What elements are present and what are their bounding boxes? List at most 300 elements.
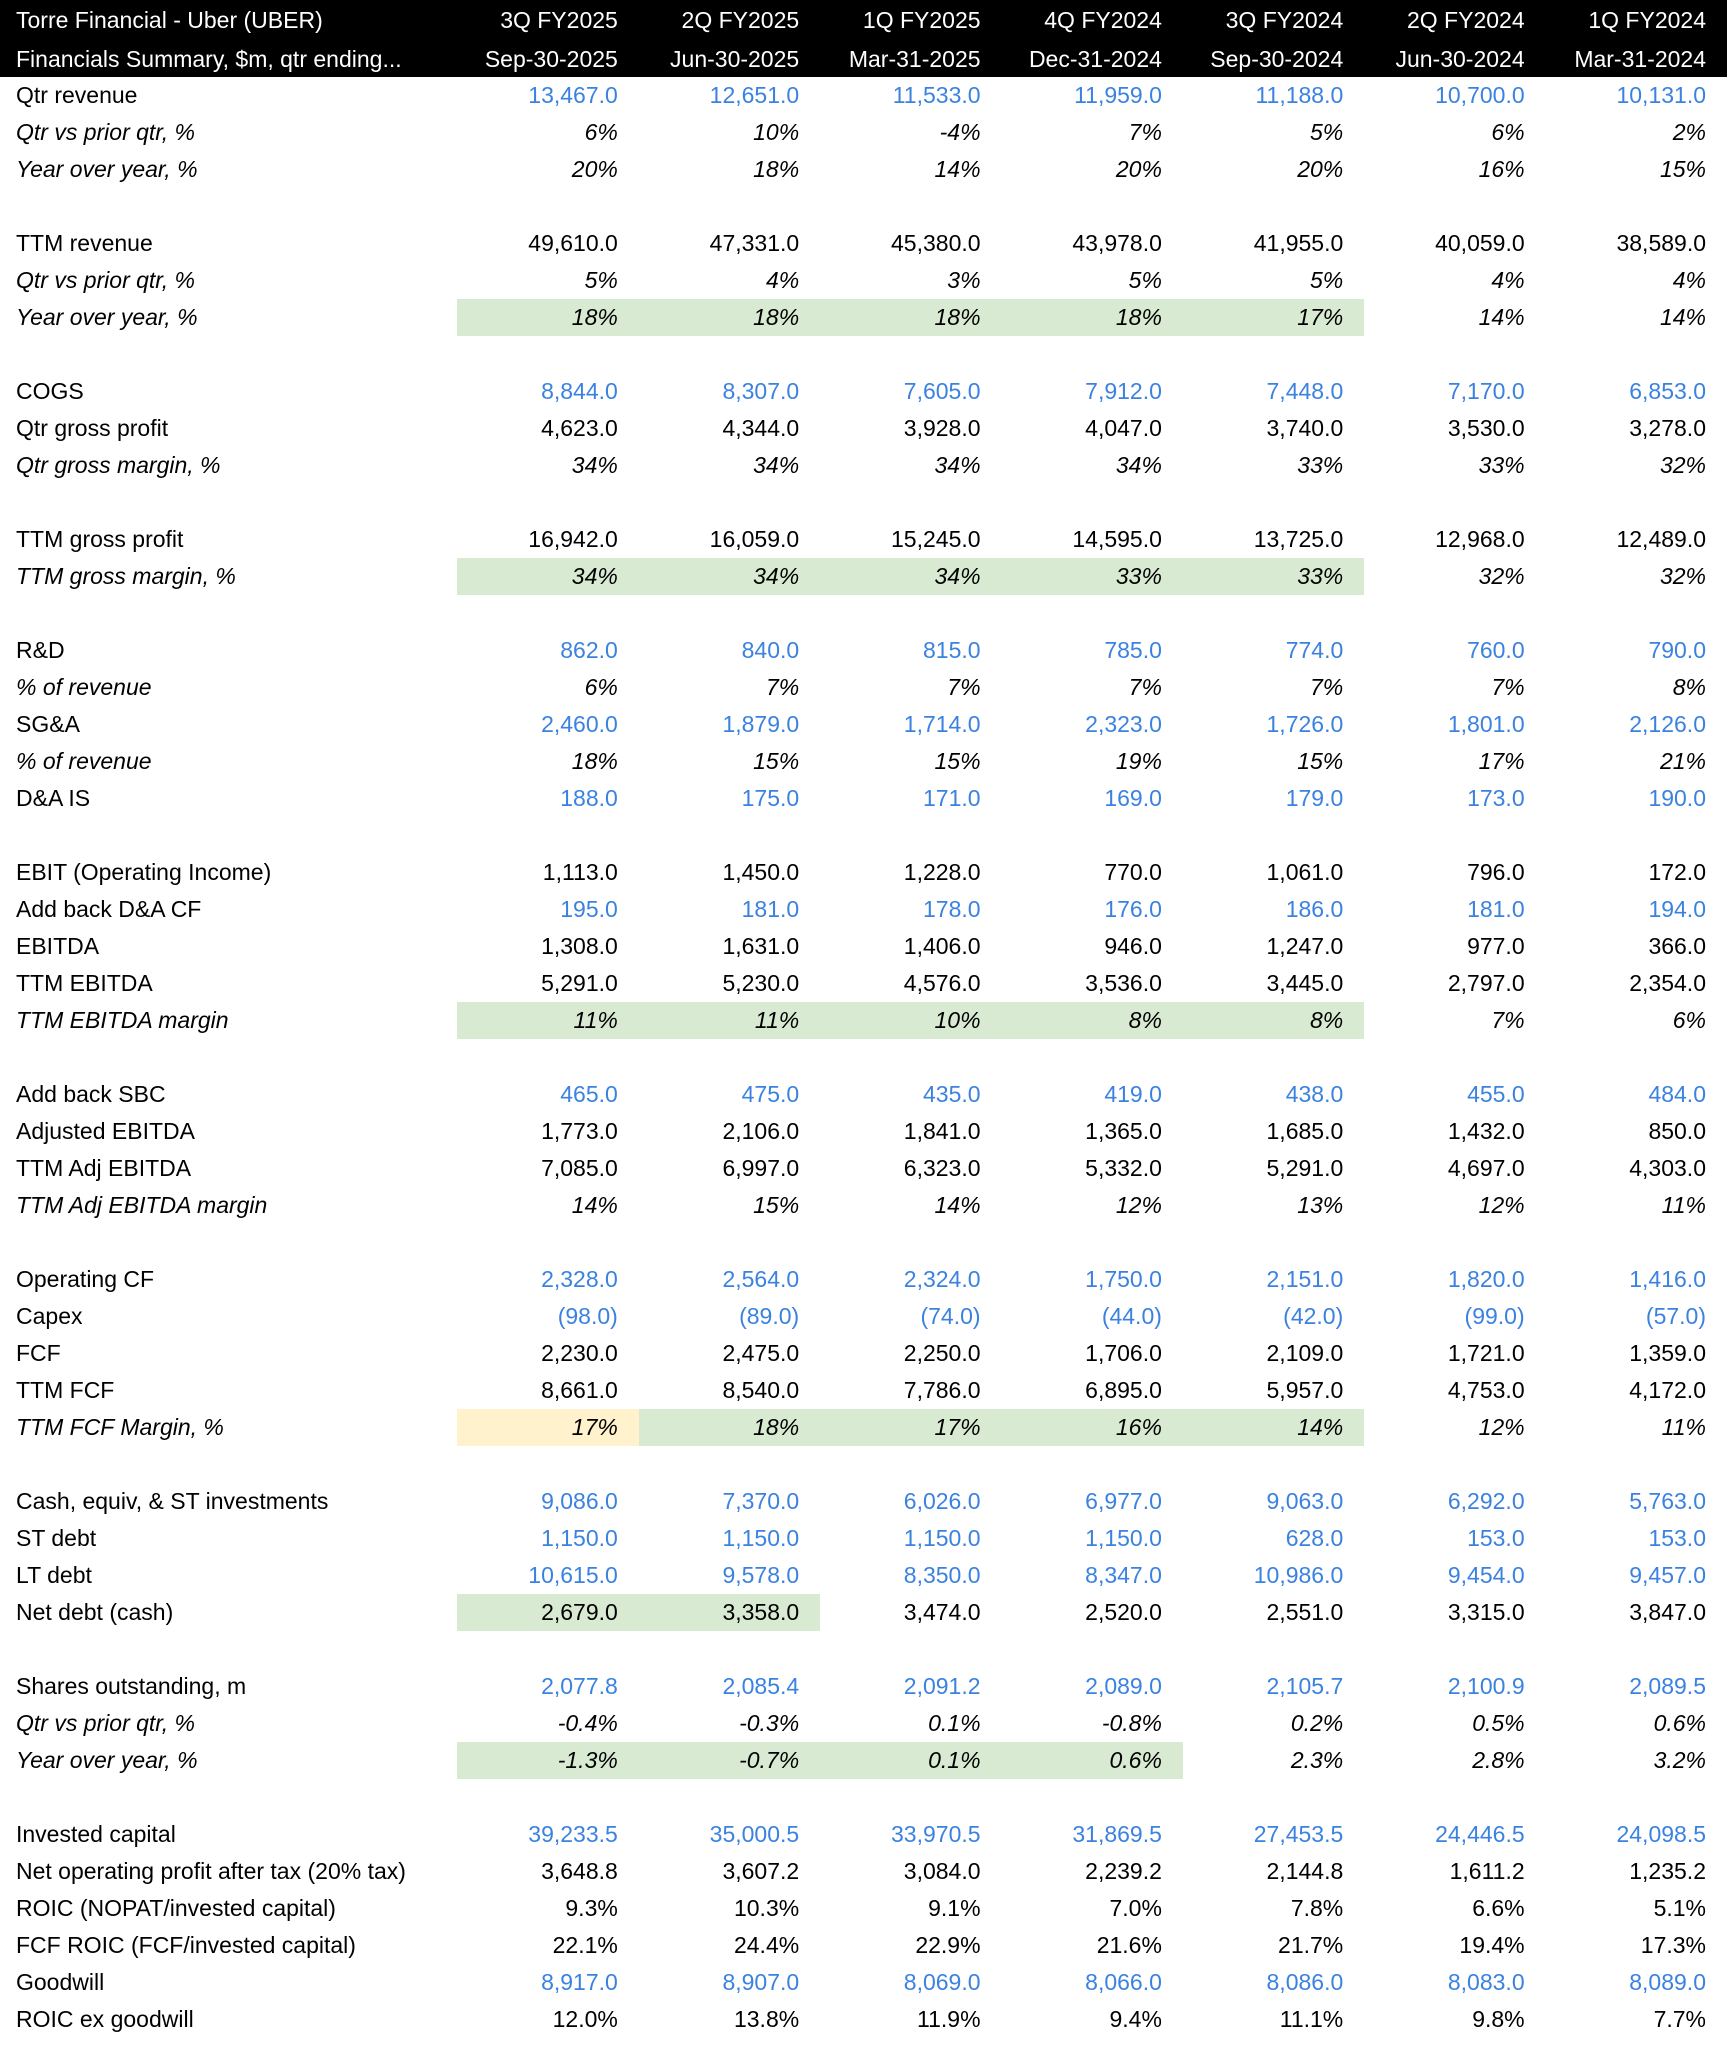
value-cell[interactable]: 2,109.0 [1266,1340,1344,1366]
empty-cell[interactable] [639,595,820,632]
empty-cell[interactable] [1183,484,1364,521]
value-cell[interactable]: 0.5% [1472,1710,1525,1736]
period-quarter[interactable]: 1Q FY2025 [820,0,1001,40]
value-cell[interactable]: 11.9% [917,2006,981,2032]
empty-cell[interactable] [1002,1631,1183,1668]
value-cell[interactable]: 6.6% [1472,1895,1525,1921]
value-cell[interactable]: 419.0 [1104,1081,1162,1107]
value-cell[interactable]: 18% [571,748,618,774]
value-cell[interactable]: 34% [753,452,800,478]
empty-cell[interactable] [0,188,457,225]
row-label[interactable]: FCF [16,1340,61,1366]
value-cell[interactable]: 438.0 [1285,1081,1344,1107]
value-cell[interactable]: (74.0) [920,1303,981,1329]
value-cell[interactable]: 2,475.0 [722,1340,800,1366]
empty-cell[interactable] [1183,1224,1364,1261]
value-cell[interactable]: 1,450.0 [722,859,800,885]
empty-cell[interactable] [639,1631,820,1668]
value-cell[interactable]: 14% [571,1192,618,1218]
row-label[interactable]: Capex [16,1303,83,1329]
value-cell[interactable]: 1,721.0 [1447,1340,1525,1366]
value-cell[interactable]: 10,131.0 [1616,82,1706,108]
row-label[interactable]: TTM gross profit [16,526,184,552]
empty-cell[interactable] [457,1631,638,1668]
value-cell[interactable]: 3,928.0 [903,415,981,441]
empty-cell[interactable] [0,817,457,854]
empty-cell[interactable] [1364,484,1545,521]
value-cell[interactable]: 8% [1672,674,1706,700]
value-cell[interactable]: 2,085.4 [722,1673,800,1699]
empty-cell[interactable] [639,1224,820,1261]
period-date[interactable]: Jun-30-2025 [639,40,820,77]
value-cell[interactable]: 9.1% [928,1895,981,1921]
value-cell[interactable]: 5,291.0 [541,970,618,996]
empty-cell[interactable] [457,484,638,521]
value-cell[interactable]: 5.1% [1653,1895,1706,1921]
value-cell[interactable]: 435.0 [922,1081,981,1107]
value-cell[interactable]: 194.0 [1648,896,1706,922]
value-cell[interactable]: 1,228.0 [903,859,981,885]
value-cell[interactable]: 6,977.0 [1085,1488,1162,1514]
value-cell[interactable]: 33,970.5 [891,1821,981,1847]
value-cell[interactable]: 9,063.0 [1266,1488,1344,1514]
value-cell[interactable]: 11,959.0 [1074,82,1162,108]
value-cell[interactable]: 6,292.0 [1447,1488,1525,1514]
value-cell[interactable]: 13.8% [733,2006,800,2032]
value-cell[interactable]: 2,324.0 [903,1266,981,1292]
row-label[interactable]: EBIT (Operating Income) [16,859,272,885]
row-label[interactable]: TTM Adj EBITDA [16,1155,192,1181]
value-cell[interactable]: 790.0 [1648,637,1706,663]
value-cell[interactable]: 153.0 [1467,1525,1525,1551]
value-cell[interactable]: 2,564.0 [722,1266,800,1292]
value-cell[interactable]: 1,750.0 [1085,1266,1162,1292]
value-cell[interactable]: 24,098.5 [1616,1821,1706,1847]
empty-cell[interactable] [1546,1224,1727,1261]
empty-cell[interactable] [1183,1631,1364,1668]
value-cell[interactable]: 12% [1478,1192,1525,1218]
value-cell[interactable]: 16,059.0 [709,526,800,552]
row-label[interactable]: % of revenue [16,674,152,700]
value-cell[interactable]: 11.1% [1279,2006,1344,2032]
empty-cell[interactable] [0,1631,457,1668]
value-cell[interactable]: 34% [639,558,820,595]
value-cell[interactable]: 4,697.0 [1447,1155,1525,1181]
value-cell[interactable]: 3,536.0 [1085,970,1162,996]
value-cell[interactable]: 173.0 [1467,785,1525,811]
value-cell[interactable]: 12.0% [552,2006,618,2032]
value-cell[interactable]: 3% [947,267,981,293]
value-cell[interactable]: 14% [1183,1409,1364,1446]
value-cell[interactable]: 4,344.0 [722,415,800,441]
empty-cell[interactable] [639,188,820,225]
value-cell[interactable]: 7% [947,674,981,700]
value-cell[interactable]: 179.0 [1285,785,1344,811]
value-cell[interactable]: -0.7% [639,1742,820,1779]
row-label[interactable]: TTM FCF [16,1377,115,1403]
value-cell[interactable]: 18% [457,299,638,336]
value-cell[interactable]: 20% [1115,156,1162,182]
value-cell[interactable]: 4,753.0 [1447,1377,1525,1403]
empty-cell[interactable] [639,1039,820,1076]
value-cell[interactable]: 7% [765,674,800,700]
value-cell[interactable]: 12,651.0 [709,82,800,108]
value-cell[interactable]: 175.0 [741,785,800,811]
empty-cell[interactable] [1002,1224,1183,1261]
value-cell[interactable]: 176.0 [1104,896,1162,922]
value-cell[interactable]: 1,359.0 [1629,1340,1706,1366]
value-cell[interactable]: 2.3% [1290,1747,1344,1773]
value-cell[interactable]: 40,059.0 [1435,230,1525,256]
value-cell[interactable]: 7.8% [1290,1895,1344,1921]
empty-cell[interactable] [1546,817,1727,854]
value-cell[interactable]: 3,445.0 [1266,970,1344,996]
value-cell[interactable]: 2,520.0 [1085,1599,1162,1625]
value-cell[interactable]: 5,957.0 [1266,1377,1344,1403]
row-label[interactable]: EBITDA [16,933,100,959]
value-cell[interactable]: 484.0 [1648,1081,1706,1107]
empty-cell[interactable] [1364,336,1545,373]
value-cell[interactable]: 2,323.0 [1085,711,1162,737]
value-cell[interactable]: 18% [639,1409,820,1446]
value-cell[interactable]: 22.9% [915,1932,981,1958]
sheet-subtitle[interactable]: Financials Summary, $m, qtr ending... [0,40,457,77]
value-cell[interactable]: 171.0 [922,785,981,811]
value-cell[interactable]: 0.6% [1002,1742,1183,1779]
value-cell[interactable]: 5% [1128,267,1162,293]
value-cell[interactable]: 5,332.0 [1085,1155,1162,1181]
empty-cell[interactable] [1002,1779,1183,1816]
empty-cell[interactable] [1183,817,1364,854]
row-label[interactable]: SG&A [16,711,80,737]
empty-cell[interactable] [820,1224,1001,1261]
value-cell[interactable]: 3,315.0 [1447,1599,1525,1625]
value-cell[interactable]: 2,089.0 [1085,1673,1162,1699]
value-cell[interactable]: 1,150.0 [722,1525,800,1551]
value-cell[interactable]: 7,170.0 [1447,378,1525,404]
value-cell[interactable]: 2,091.2 [903,1673,981,1699]
period-date[interactable]: Mar-31-2025 [820,40,1001,77]
value-cell[interactable]: 4,303.0 [1629,1155,1706,1181]
value-cell[interactable]: 6,026.0 [903,1488,981,1514]
empty-cell[interactable] [0,1446,457,1483]
value-cell[interactable]: 6% [1491,119,1525,145]
value-cell[interactable]: (89.0) [739,1303,800,1329]
value-cell[interactable]: 1,113.0 [542,859,618,885]
period-quarter[interactable]: 3Q FY2024 [1183,0,1364,40]
value-cell[interactable]: 6% [584,119,618,145]
value-cell[interactable]: 8,661.0 [541,1377,618,1403]
row-label[interactable]: ROIC (NOPAT/invested capital) [16,1895,336,1921]
value-cell[interactable]: 31,869.5 [1072,1821,1162,1847]
value-cell[interactable]: -1.3% [457,1742,638,1779]
value-cell[interactable]: 49,610.0 [528,230,618,256]
empty-cell[interactable] [639,817,820,854]
value-cell[interactable]: 7% [1491,1007,1525,1033]
empty-cell[interactable] [1002,484,1183,521]
value-cell[interactable]: 17% [457,1409,638,1446]
value-cell[interactable]: 11% [1661,1414,1706,1440]
value-cell[interactable]: 7,085.0 [541,1155,618,1181]
value-cell[interactable]: 2,126.0 [1629,711,1706,737]
value-cell[interactable]: 4,576.0 [903,970,981,996]
value-cell[interactable]: (99.0) [1464,1303,1525,1329]
value-cell[interactable]: 14% [1478,304,1525,330]
empty-cell[interactable] [457,1224,638,1261]
value-cell[interactable]: 8,350.0 [903,1562,981,1588]
value-cell[interactable]: 1,714.0 [903,711,981,737]
empty-cell[interactable] [457,595,638,632]
value-cell[interactable]: 18% [1002,299,1183,336]
value-cell[interactable]: 11% [639,1002,820,1039]
value-cell[interactable]: 3,847.0 [1629,1599,1706,1625]
value-cell[interactable]: 4,623.0 [541,415,618,441]
value-cell[interactable]: 2,354.0 [1629,970,1706,996]
value-cell[interactable]: 3,740.0 [1266,415,1344,441]
value-cell[interactable]: 10,986.0 [1253,1562,1344,1588]
row-label[interactable]: TTM FCF Margin, % [16,1414,224,1440]
value-cell[interactable]: 21.6% [1096,1932,1162,1958]
empty-cell[interactable] [1364,817,1545,854]
value-cell[interactable]: 16% [1478,156,1525,182]
value-cell[interactable]: 8% [1002,1002,1183,1039]
row-label[interactable]: FCF ROIC (FCF/invested capital) [16,1932,356,1958]
value-cell[interactable]: 2,106.0 [722,1118,800,1144]
empty-cell[interactable] [1364,1224,1545,1261]
value-cell[interactable]: 4% [1672,267,1706,293]
value-cell[interactable]: 4,172.0 [1629,1377,1706,1403]
value-cell[interactable]: -4% [939,119,981,145]
value-cell[interactable]: 45,380.0 [891,230,981,256]
value-cell[interactable]: 19.4% [1459,1932,1525,1958]
value-cell[interactable]: -0.3% [739,1710,800,1736]
value-cell[interactable]: 1,365.0 [1085,1118,1162,1144]
value-cell[interactable]: 8,844.0 [541,378,618,404]
value-cell[interactable]: 946.0 [1104,933,1162,959]
value-cell[interactable]: 8% [1183,1002,1364,1039]
value-cell[interactable]: 1,432.0 [1447,1118,1525,1144]
value-cell[interactable]: 38,589.0 [1616,230,1706,256]
empty-cell[interactable] [1183,336,1364,373]
value-cell[interactable]: 6% [1672,1007,1706,1033]
value-cell[interactable]: 8,307.0 [722,378,800,404]
value-cell[interactable]: 21% [1659,748,1706,774]
value-cell[interactable]: 10% [753,119,800,145]
value-cell[interactable]: 188.0 [560,785,618,811]
value-cell[interactable]: 16% [1002,1409,1183,1446]
value-cell[interactable]: 24.4% [733,1932,800,1958]
empty-cell[interactable] [820,188,1001,225]
row-label[interactable]: Qtr vs prior qtr, % [16,119,195,145]
value-cell[interactable]: 17% [820,1409,1001,1446]
row-label[interactable]: Qtr revenue [16,82,138,108]
value-cell[interactable]: 8,066.0 [1085,1969,1162,1995]
value-cell[interactable]: 8,917.0 [541,1969,618,1995]
value-cell[interactable]: 10.3% [733,1895,800,1921]
period-date[interactable]: Jun-30-2024 [1364,40,1545,77]
value-cell[interactable]: 5,763.0 [1629,1488,1706,1514]
empty-cell[interactable] [1002,188,1183,225]
value-cell[interactable]: 475.0 [741,1081,800,1107]
value-cell[interactable]: 15% [934,748,981,774]
value-cell[interactable]: 14% [934,156,981,182]
empty-cell[interactable] [1002,817,1183,854]
empty-cell[interactable] [457,336,638,373]
empty-cell[interactable] [1002,595,1183,632]
empty-cell[interactable] [1364,1446,1545,1483]
empty-cell[interactable] [0,1224,457,1261]
value-cell[interactable]: 2,460.0 [541,711,618,737]
row-label[interactable]: Year over year, % [16,304,198,330]
empty-cell[interactable] [1546,1446,1727,1483]
empty-cell[interactable] [820,595,1001,632]
value-cell[interactable]: 628.0 [1285,1525,1344,1551]
empty-cell[interactable] [1546,188,1727,225]
value-cell[interactable]: 33% [1478,452,1525,478]
value-cell[interactable]: 17.3% [1640,1932,1706,1958]
value-cell[interactable]: 33% [1183,558,1364,595]
value-cell[interactable]: 6% [584,674,618,700]
value-cell[interactable]: 2,328.0 [541,1266,618,1292]
value-cell[interactable]: 1,611.2 [1449,1858,1525,1884]
row-label[interactable]: Cash, equiv, & ST investments [16,1488,329,1514]
period-quarter[interactable]: 1Q FY2024 [1546,0,1727,40]
value-cell[interactable]: 2,679.0 [457,1594,638,1631]
row-label[interactable]: R&D [16,637,65,663]
value-cell[interactable]: 2,551.0 [1266,1599,1344,1625]
value-cell[interactable]: 153.0 [1648,1525,1706,1551]
value-cell[interactable]: 41,955.0 [1253,230,1344,256]
value-cell[interactable]: (98.0) [557,1303,618,1329]
empty-cell[interactable] [1364,188,1545,225]
value-cell[interactable]: 11,533.0 [892,82,981,108]
value-cell[interactable]: 10% [820,1002,1001,1039]
period-quarter[interactable]: 3Q FY2025 [457,0,638,40]
value-cell[interactable]: 33% [1297,452,1344,478]
value-cell[interactable]: (42.0) [1283,1303,1344,1329]
empty-cell[interactable] [1364,1779,1545,1816]
value-cell[interactable]: 3,358.0 [639,1594,820,1631]
value-cell[interactable]: 6,997.0 [722,1155,800,1181]
value-cell[interactable]: 8,069.0 [903,1969,981,1995]
value-cell[interactable]: 9.8% [1472,2006,1525,2032]
value-cell[interactable]: 5% [584,267,618,293]
value-cell[interactable]: 7,786.0 [903,1377,981,1403]
value-cell[interactable]: 20% [1297,156,1344,182]
value-cell[interactable]: 1,150.0 [903,1525,981,1551]
value-cell[interactable]: 3,607.2 [722,1858,800,1884]
empty-cell[interactable] [1546,484,1727,521]
period-date[interactable]: Sep-30-2025 [457,40,638,77]
value-cell[interactable]: 2,250.0 [903,1340,981,1366]
row-label[interactable]: Qtr gross margin, % [16,452,221,478]
value-cell[interactable]: 195.0 [560,896,618,922]
value-cell[interactable]: 862.0 [560,637,618,663]
empty-cell[interactable] [0,1039,457,1076]
empty-cell[interactable] [1364,1039,1545,1076]
empty-cell[interactable] [639,336,820,373]
value-cell[interactable]: 32% [1659,452,1706,478]
value-cell[interactable]: 2,230.0 [541,1340,618,1366]
value-cell[interactable]: 18% [639,299,820,336]
value-cell[interactable]: 850.0 [1648,1118,1706,1144]
value-cell[interactable]: 12,968.0 [1435,526,1525,552]
value-cell[interactable]: 9,086.0 [541,1488,618,1514]
value-cell[interactable]: 20% [571,156,618,182]
value-cell[interactable]: 7.7% [1653,2006,1706,2032]
value-cell[interactable]: 34% [457,558,638,595]
value-cell[interactable]: 43,978.0 [1072,230,1162,256]
row-label[interactable]: D&A IS [16,785,91,811]
value-cell[interactable]: 7% [1310,674,1344,700]
empty-cell[interactable] [1002,1039,1183,1076]
value-cell[interactable]: 2,105.7 [1266,1673,1344,1699]
value-cell[interactable]: 9.4% [1109,2006,1162,2032]
row-label[interactable]: Qtr vs prior qtr, % [16,1710,195,1736]
value-cell[interactable]: 770.0 [1104,859,1162,885]
value-cell[interactable]: 11% [457,1002,638,1039]
value-cell[interactable]: 19% [1115,748,1162,774]
value-cell[interactable]: 3,084.0 [903,1858,981,1884]
value-cell[interactable]: 1,235.2 [1629,1858,1706,1884]
value-cell[interactable]: 5,230.0 [722,970,800,996]
value-cell[interactable]: 774.0 [1285,637,1344,663]
row-label[interactable]: ROIC ex goodwill [16,2006,194,2032]
empty-cell[interactable] [1364,595,1545,632]
row-label[interactable]: Add back D&A CF [16,896,202,922]
value-cell[interactable]: 14,595.0 [1072,526,1162,552]
row-label[interactable]: Operating CF [16,1266,155,1292]
value-cell[interactable]: (57.0) [1645,1303,1706,1329]
value-cell[interactable]: 1,726.0 [1266,711,1344,737]
row-label[interactable]: LT debt [16,1562,92,1588]
value-cell[interactable]: 3,278.0 [1629,415,1706,441]
value-cell[interactable]: 4% [765,267,800,293]
value-cell[interactable]: 2,100.9 [1447,1673,1525,1699]
value-cell[interactable]: 2% [1672,119,1706,145]
empty-cell[interactable] [1002,336,1183,373]
row-label[interactable]: % of revenue [16,748,152,774]
row-label[interactable]: Net debt (cash) [16,1599,174,1625]
value-cell[interactable]: 8,540.0 [722,1377,800,1403]
value-cell[interactable]: 1,247.0 [1266,933,1344,959]
value-cell[interactable]: 34% [934,452,981,478]
value-cell[interactable]: 169.0 [1104,785,1162,811]
value-cell[interactable]: 15% [753,748,800,774]
empty-cell[interactable] [820,1779,1001,1816]
row-label[interactable]: Net operating profit after tax (20% tax) [16,1858,406,1884]
value-cell[interactable]: 18% [820,299,1001,336]
value-cell[interactable]: 1,685.0 [1266,1118,1344,1144]
period-date[interactable]: Mar-31-2024 [1546,40,1727,77]
row-label[interactable]: TTM EBITDA [16,970,153,996]
value-cell[interactable]: 7,448.0 [1266,378,1344,404]
value-cell[interactable]: 977.0 [1467,933,1525,959]
value-cell[interactable]: 1,820.0 [1447,1266,1525,1292]
value-cell[interactable]: 3,648.8 [541,1858,618,1884]
empty-cell[interactable] [820,1631,1001,1668]
empty-cell[interactable] [820,817,1001,854]
value-cell[interactable]: 9,578.0 [722,1562,800,1588]
value-cell[interactable]: 13,725.0 [1253,526,1344,552]
row-label[interactable]: Goodwill [16,1969,105,1995]
row-label[interactable]: TTM EBITDA margin [16,1007,229,1033]
value-cell[interactable]: 2,089.5 [1629,1673,1706,1699]
value-cell[interactable]: 17% [1478,748,1525,774]
row-label[interactable]: Year over year, % [16,156,198,182]
row-label[interactable]: TTM gross margin, % [16,563,236,589]
value-cell[interactable]: 12% [1115,1192,1162,1218]
